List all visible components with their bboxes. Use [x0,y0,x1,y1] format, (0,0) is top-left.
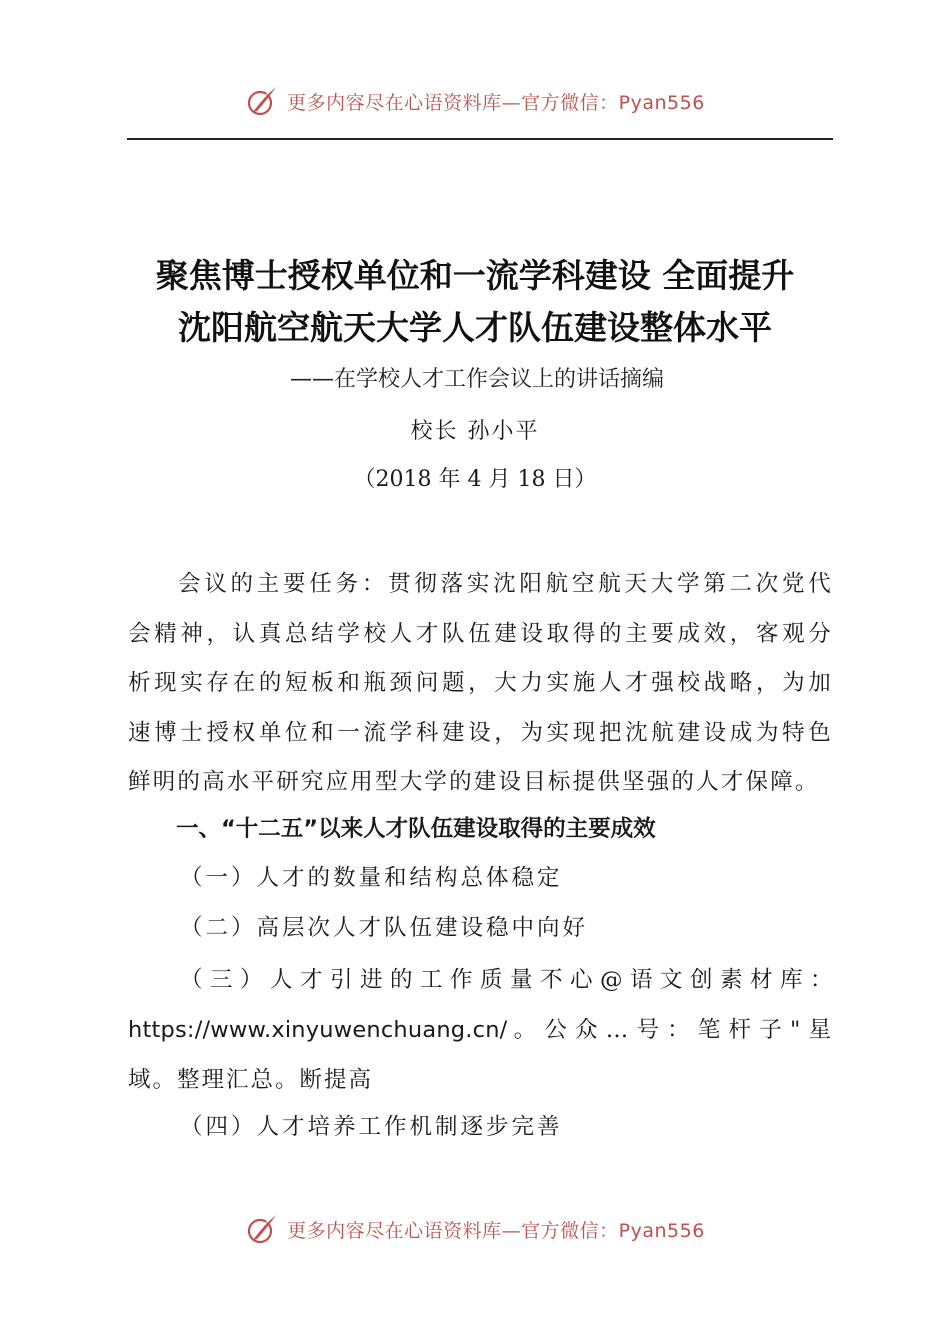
document-title-line-2: 沈阳航空航天大学人才队伍建设整体水平 [178,308,772,347]
date-line: （2018 年 4 月 18 日） [353,467,597,492]
quill-logo-icon [245,84,279,118]
header-divider [127,138,833,140]
intro-line: 析现实存在的短板和瓶颈问题，大力实施人才强校战略，为加 [128,670,833,697]
intro-line: 速博士授权单位和一流学科建设，为实现把沈航建设成为特色 [128,719,833,746]
intro-line: 会议的主要任务：贯彻落实沈阳航空航天大学第二次党代 [178,571,833,597]
subsection-1: （一）人才的数量和结构总体稳定 [180,865,563,891]
document-subtitle: ——在学校人才工作会议上的讲话摘编 [290,367,665,392]
source-url-link[interactable]: https://www.xinyuwenchuang.cn/ [128,1016,508,1043]
subsection-3-line-1: （三）人才引进的工作质量不心@语文创素材库： [180,967,841,993]
banner-text: 更多内容尽在心语资料库—官方微信：Pyan556 [287,91,705,114]
document-title-line-1: 聚焦博士授权单位和一流学科建设 全面提升 [155,256,795,295]
footer-banner [0,1212,950,1246]
intro-paragraph [128,560,833,808]
section-heading-1: 一、“十二五”以来人才队伍建设取得的主要成效 [176,816,656,842]
banner-text: 更多内容尽在心语资料库—官方微信：Pyan556 [287,1219,705,1242]
quill-logo-icon [245,1212,279,1246]
subsection-2: （二）高层次人才队伍建设稳中向好 [180,915,589,941]
subsection-3-line-3: 域。整理汇总。断提高 [128,1066,374,1093]
intro-line: 鲜明的高水平研究应用型大学的建设目标提供坚强的人才保障。 [128,769,820,796]
subsection-4: （四）人才培养工作机制逐步完善 [180,1114,563,1140]
subsection-3-line-2: https://www.xinyuwenchuang.cn/。公众…号：笔杆子"星 [128,1016,833,1043]
author-line: 校长 孙小平 [410,419,540,444]
subsection-3 [128,956,841,1105]
intro-line: 会精神，认真总结学校人才队伍建设取得的主要成效，客观分 [128,620,833,647]
header-banner [0,84,950,118]
